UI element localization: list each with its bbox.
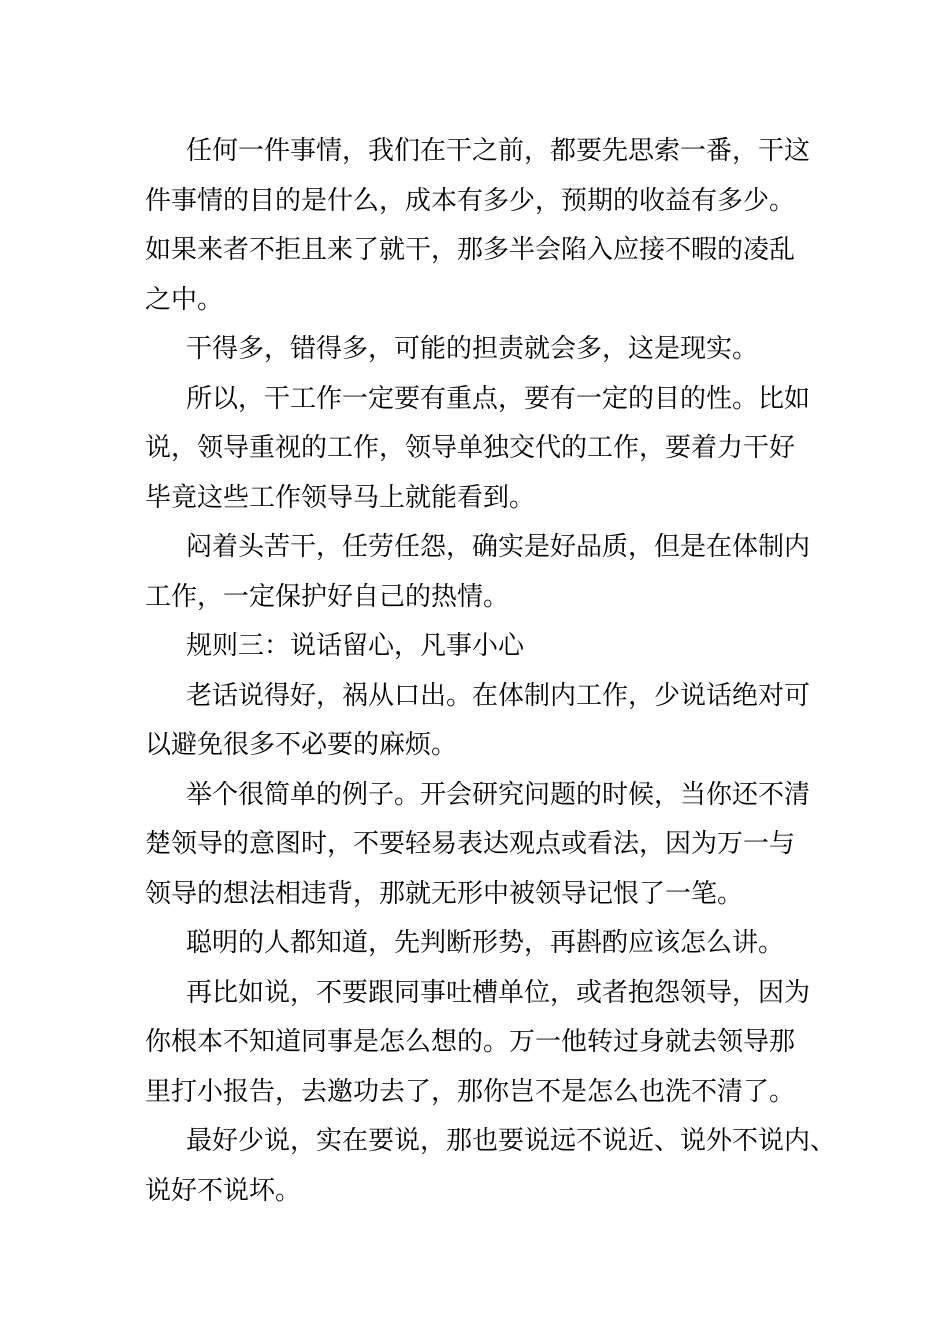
paragraph-1 [145,127,825,325]
paragraph-7 [145,771,825,920]
text-line: 老话说得好，祸从口出。在体制内工作，少说话绝对可 [186,680,811,711]
text-line: 任何一件事情，我们在干之前，都要先思索一番，干这 [186,136,811,166]
text-line: 所以，干工作一定要有重点，要有一定的目的性。比如 [186,383,811,414]
text-line: 楚领导的意图时，不要轻易表达观点或看法，因为万一与 [145,829,796,859]
text-line: 工作，一定保护好自己的热情。 [145,581,510,612]
text-line: 说好不说坏。 [145,1175,302,1206]
text-line: 件事情的目的是什么，成本有多少，预期的收益有多少。 [145,185,796,216]
text-line: 以避免很多不必要的麻烦。 [145,730,458,760]
paragraph-2 [145,325,825,375]
text-line: 最好少说，实在要说，那也要说远不说近、说外不说内、 [186,1126,837,1156]
text-line: 聪明的人都知道，先判断形势，再斟酌应该怎么讲。 [186,928,785,958]
text-line: 你根本不知道同事是怎么想的。万一他转过身就去领导那 [145,1027,796,1057]
text-line: 再比如说，不要跟同事吐槽单位，或者抱怨领导，因为 [186,977,811,1008]
heading-text: 规则三：说话留心，凡事小心 [186,631,525,661]
document-body [145,127,837,1216]
paragraph-9 [145,969,825,1118]
paragraph-3 [145,375,825,524]
text-line: 毕竟这些工作领导马上就能看到。 [145,482,536,513]
section-heading [145,622,825,672]
paragraph-6 [145,672,825,771]
text-line: 如果来者不拒且来了就干，那多半会陷入应接不暇的凌乱 [145,235,796,265]
text-line: 闷着头苦干，任劳任怨，确实是好品质，但是在体制内 [186,532,811,562]
paragraph-8 [145,919,825,969]
text-line: 之中。 [145,284,224,315]
paragraph-4 [145,523,825,622]
text-line: 干得多，错得多，可能的担责就会多，这是现实。 [186,334,759,364]
text-line: 说，领导重视的工作，领导单独交代的工作，要着力干好 [145,433,796,463]
text-line: 领导的想法相违背，那就无形中被领导记恨了一笔。 [145,878,744,909]
paragraph-10 [145,1117,837,1216]
text-line: 里打小报告，去邀功去了，那你岂不是怎么也洗不清了。 [145,1076,796,1107]
text-line: 举个很简单的例子。开会研究问题的时候，当你还不清 [186,779,811,810]
